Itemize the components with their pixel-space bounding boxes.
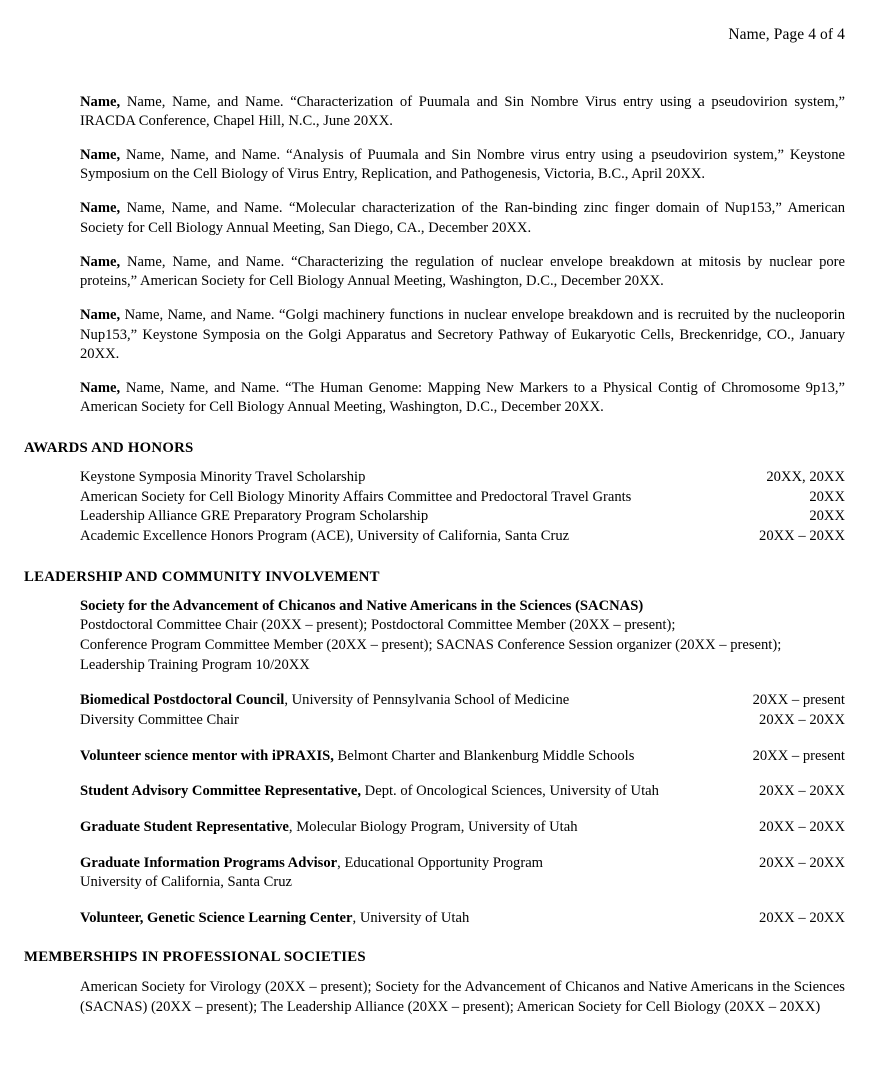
leadership-role: Society for the Advancement of Chicanos and Native Americans in the Sciences (SACNAS) [80,597,644,614]
award-dates: 20XX, 20XX [766,468,845,485]
presentations-list [24,93,845,418]
presentation-citation: Name, Name, and Name. “Analysis of Puumala and Sin Nombre virus entry using a pseudovirion system,” Keystone Symposium on the Cell Biology of Virus Entry, Replication, and Pathogenesis, Victoria, B.C., April 20XX. [80,147,845,183]
leadership-list [24,597,845,929]
leadership-entry [80,691,845,730]
section-heading-leadership: LEADERSHIP AND COMMUNITY INVOLVEMENT [24,568,380,585]
leadership-title [80,782,659,802]
leadership-dates: 20XX – present [752,747,845,764]
award-row [80,488,845,508]
document-content [24,78,845,1017]
presentation-entry [80,253,845,292]
leadership-role: Graduate Information Programs Advisor [80,854,338,871]
leadership-subline [80,711,845,731]
award-description: American Society for Cell Biology Minority Affairs Committee and Predoctoral Travel Grants [80,488,632,505]
leadership-entry [80,597,845,676]
presentation-author: Name, [80,380,121,397]
leadership-entry [80,818,845,838]
leadership-entry [80,782,845,802]
leadership-subline-text: Diversity Committee Chair [80,712,239,729]
leadership-role: Volunteer, Genetic Science Learning Center [80,910,353,927]
leadership-subline [80,656,845,676]
leadership-title [80,691,569,711]
leadership-entry [80,854,845,893]
leadership-role: Biomedical Postdoctoral Council [80,692,285,709]
leadership-dates: 20XX – 20XX [759,819,845,836]
leadership-title [80,747,634,767]
leadership-title [80,818,578,838]
presentation-citation: Name, Name, and Name. “Molecular characterization of the Ran-binding zinc finger domain of Nup153,” American Society for Cell Biology Annual Meeting, San Diego, CA., December 20XX. [80,200,845,236]
leadership-title [80,854,543,874]
leadership-dates: 20XX – 20XX [759,910,845,927]
leadership-dates: 20XX – 20XX [759,854,845,871]
presentation-author: Name, [80,253,121,270]
presentation-entry [80,306,845,364]
award-dates: 20XX [809,488,845,505]
awards-list [80,468,845,547]
award-dates: 20XX – 20XX [759,527,845,544]
presentation-author: Name, [80,200,121,217]
section-heading-awards: AWARDS AND HONORS [24,439,194,456]
leadership-role: Graduate Student Representative [80,819,289,836]
presentation-citation: Name, Name, and Name. “Characterizing the regulation of nuclear envelope breakdown at mitosis by nuclear pore proteins,” American Society for Cell Biology Annual Meeting, Washington, D.C., December 20XX. [80,253,845,290]
leadership-title-line [80,782,845,802]
award-dates: 20XX [809,508,845,525]
leadership-subline [80,616,845,636]
leadership-title-line [80,691,845,711]
leadership-subline [80,636,845,656]
leadership-title [80,909,469,929]
presentation-entry [80,199,845,238]
presentation-author: Name, [80,147,121,163]
leadership-org: , Educational Opportunity Program [337,854,544,871]
leadership-role: Volunteer science mentor with iPRAXIS, [80,747,334,764]
leadership-title-line [80,818,845,838]
leadership-dates: 20XX – 20XX [759,783,845,800]
memberships-body: American Society for Virology (20XX – present); Society for the Advancement of Chicanos and Native Americans in the Sciences (SACNAS) (20XX – present); The Leadership Alliance (20XX – present); American Society for Cell Biology (20XX – 20XX) [80,978,845,1015]
presentation-citation: Name, Name, and Name. “Characterization of Puumala and Sin Nombre Virus entry using a pseudovirion system,” IRACDA Conference, Chapel Hill, N.C., June 20XX. [80,93,845,129]
presentation-citation: Name, Name, and Name. “Golgi machinery functions in nuclear envelope breakdown and is recruited by the nucleoporin Nup153,” Keystone Symposia on the Golgi Apparatus and Secretory Pathway of Eukaryotic Cells, Breckenridge, CO., January 20XX. [80,307,845,363]
leadership-title [80,597,643,617]
leadership-role: Student Advisory Committee Representative, [80,783,362,800]
leadership-title-line [80,909,845,929]
leadership-org: Belmont Charter and Blankenburg Middle Schools [333,747,635,764]
presentation-citation: Name, Name, and Name. “The Human Genome: Mapping New Markers to a Physical Contig of Chromosome 9p13,” American Society for Cell Biology Annual Meeting, Washington, D.C., December 20XX. [80,380,845,416]
presentation-author: Name, [80,307,121,324]
award-row [80,468,845,488]
award-description: Leadership Alliance GRE Preparatory Program Scholarship [80,508,429,525]
leadership-org: Dept. of Oncological Sciences, University of Utah [361,783,659,800]
award-description: Keystone Symposia Minority Travel Scholarship [80,468,366,485]
leadership-entry [80,909,845,929]
award-row [80,507,845,527]
leadership-subline-text: Leadership Training Program 10/20XX [80,656,310,673]
leadership-title-line [80,597,845,617]
presentation-entry [80,146,845,185]
leadership-subline-text: University of California, Santa Cruz [80,874,292,891]
leadership-org: , University of Utah [352,910,470,927]
leadership-subline-text: Conference Program Committee Member (20XX – present); SACNAS Conference Session organizer (20XX – present); [80,636,782,653]
section-heading-memberships: MEMBERSHIPS IN PROFESSIONAL SOCIETIES [24,948,366,965]
leadership-entry [80,747,845,767]
award-description: Academic Excellence Honors Program (ACE), University of California, Santa Cruz [80,527,570,544]
presentation-entry [80,93,845,132]
leadership-title-line [80,747,845,767]
running-header: Name, Page 4 of 4 [728,26,845,43]
leadership-dates: 20XX – present [752,692,845,709]
leadership-title-line [80,854,845,874]
leadership-subline [80,873,845,893]
presentation-author: Name, [80,93,121,110]
presentation-entry [80,379,845,418]
leadership-org: , University of Pennsylvania School of Medicine [284,692,570,709]
award-row [80,527,845,547]
leadership-subline-text: Postdoctoral Committee Chair (20XX – present); Postdoctoral Committee Member (20XX – present); [80,617,676,634]
leadership-subline-dates: 20XX – 20XX [759,712,845,729]
leadership-org: , Molecular Biology Program, University of Utah [288,819,578,836]
